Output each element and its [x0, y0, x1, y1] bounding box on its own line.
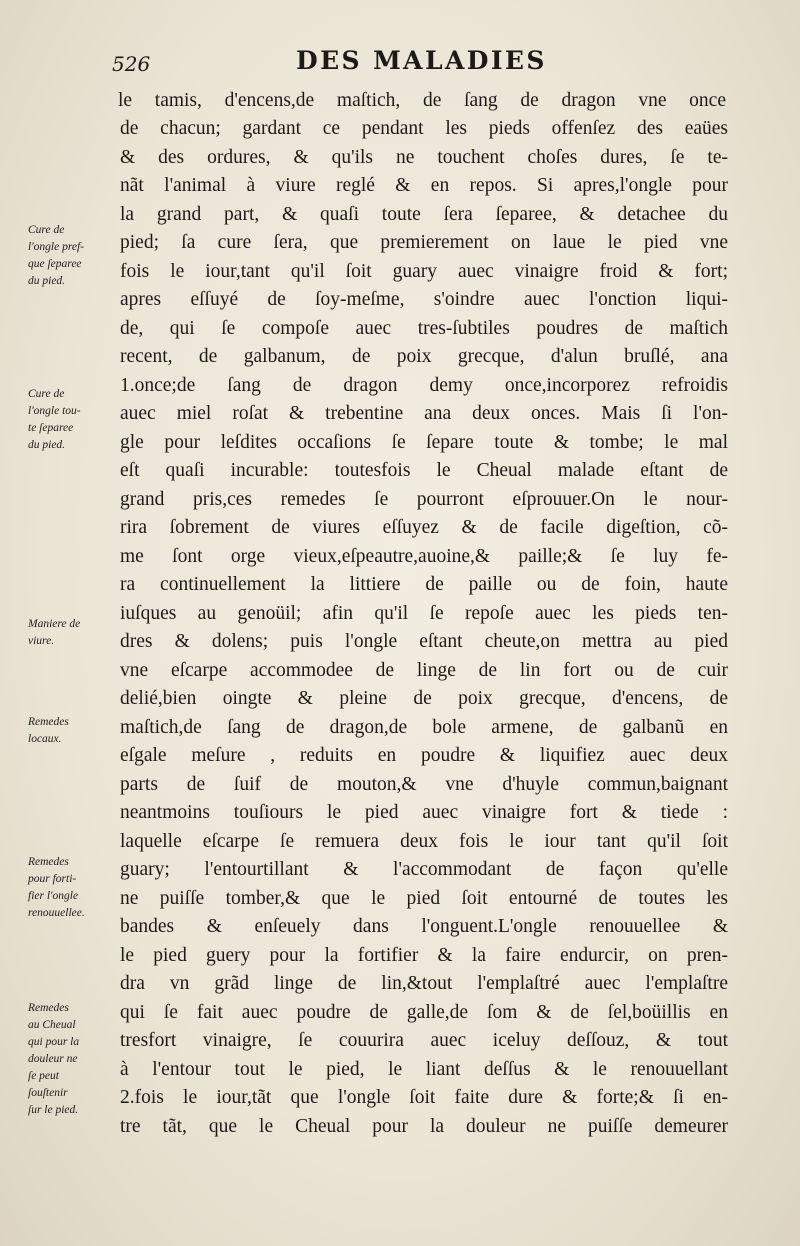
text-line: apres eſſuyé de ſoy-meſme, s'oindre auec l'onction liqui-	[120, 289, 728, 310]
text-line: qui ſe fait auec poudre de galle,de ſom & de ſel,boüillis en	[120, 1002, 728, 1023]
text-line: grand pris,ces remedes ſe pourront eſprouuer.On le nour-	[120, 489, 728, 510]
text-line: vne eſcarpe accommodee de linge de lin fort ou de cuir	[120, 660, 728, 681]
text-line: tresfort vinaigre, ſe couurira auec iceluy deſſouz, & tout	[120, 1030, 728, 1051]
text-line: dra vn grãd linge de lin,&tout l'emplaſtré auec l'emplaſtre	[120, 973, 728, 994]
text-line: la grand part, & quaſi toute ſera ſeparee, & detachee du	[120, 204, 728, 225]
text-line: delié,bien oingte & pleine de poix grecque, d'encens, de	[120, 688, 728, 709]
page-number: 526	[112, 52, 151, 76]
margin-note: Cure de l'ongle pref- que ſeparee du pied.	[28, 224, 85, 287]
text-line: iuſques au genoüil; afin qu'il ſe repoſe auec les pieds ten-	[120, 603, 728, 624]
text-line: recent, de galbanum, de poix grecque, d'alun bruſlé, ana	[120, 346, 728, 367]
text-line: pied; ſa cure ſera, que premierement on laue le pied vne	[120, 232, 728, 253]
text-line: neantmoins touſiours le pied auec vinaigre fort & tiede :	[120, 802, 728, 823]
text-line: de chacun; gardant ce pendant les pieds offenſez des eaües	[120, 118, 728, 139]
text-line: eſt quaſi incurable: toutesfois le Cheual malade eſtant de	[120, 460, 728, 481]
text-line: le tamis, d'encens,de maſtich, de ſang de dragon vne once	[118, 90, 726, 111]
text-line: parts de ſuif de mouton,& vne d'huyle commun,baignant	[120, 774, 728, 795]
text-line: nãt l'animal à viure reglé & en repos. Si apres,l'ongle pour	[120, 175, 728, 196]
running-head: DES MALADIES	[296, 46, 547, 75]
text-line: auec miel roſat & trebentine ana deux onces. Mais ſi l'on-	[120, 403, 728, 424]
text-line: bandes & enſeuely dans l'onguent.L'ongle renouuellee &	[120, 916, 728, 937]
text-line: fois le iour,tant qu'il ſoit guary auec vinaigre froid & fort;	[120, 261, 728, 282]
margin-note: Cure de l'ongle tou- te ſeparee du pied.	[28, 388, 81, 451]
text-line: gle pour leſdites occaſions ſe ſepare toute & tombe; le mal	[120, 432, 728, 453]
text-line: 1.once;de ſang de dragon demy once,incorporez refroidis	[120, 375, 728, 396]
text-line: laquelle eſcarpe ſe remuera deux fois le iour tant qu'il ſoit	[120, 831, 728, 852]
margin-note: Remedes locaux.	[28, 716, 69, 745]
text-line: guary; l'entourtillant & l'accommodant de façon qu'elle	[120, 859, 728, 880]
text-line: me ſont orge vieux,eſpeautre,auoine,& paille;& ſe luy fe-	[120, 546, 728, 567]
text-line: rira ſobrement de viures eſſuyez & de facile digeſtion, cõ-	[120, 517, 728, 538]
text-line: 2.fois le iour,tãt que l'ongle ſoit faite dure & forte;& ſi en-	[120, 1087, 728, 1108]
text-line: à l'entour tout le pied, le liant deſſus & le renouuellant	[120, 1059, 728, 1080]
text-line: de, qui ſe compoſe auec tres-ſubtiles poudres de maſtich	[120, 318, 728, 339]
text-line: & des ordures, & qu'ils ne touchent choſes dures, ſe te-	[120, 147, 728, 168]
text-line: le pied guery pour la fortifier & la faire endurcir, on pren-	[120, 945, 728, 966]
text-line: eſgale meſure , reduits en poudre & liquifiez auec deux	[120, 745, 728, 766]
text-line: dres & dolens; puis l'ongle eſtant cheute,on mettra au pied	[120, 631, 728, 652]
margin-note: Remedes pour forti- fier l'ongle renouuellee.	[28, 856, 85, 919]
text-line: maſtich,de ſang de dragon,de bole armene, de galbanũ en	[120, 717, 728, 738]
margin-note: Maniere de viure.	[28, 618, 81, 647]
text-line: ra continuellement la littiere de paille ou de foin, haute	[120, 574, 728, 595]
text-line: tre tãt, que le Cheual pour la douleur ne puiſſe demeurer	[120, 1116, 728, 1137]
text-line: ne puiſſe tomber,& que le pied ſoit entourné de toutes les	[120, 888, 728, 909]
margin-note: Remedes au Cheual qui pour la douleur ne ſe peut ſouſtenir ſur le pied.	[28, 1002, 80, 1116]
